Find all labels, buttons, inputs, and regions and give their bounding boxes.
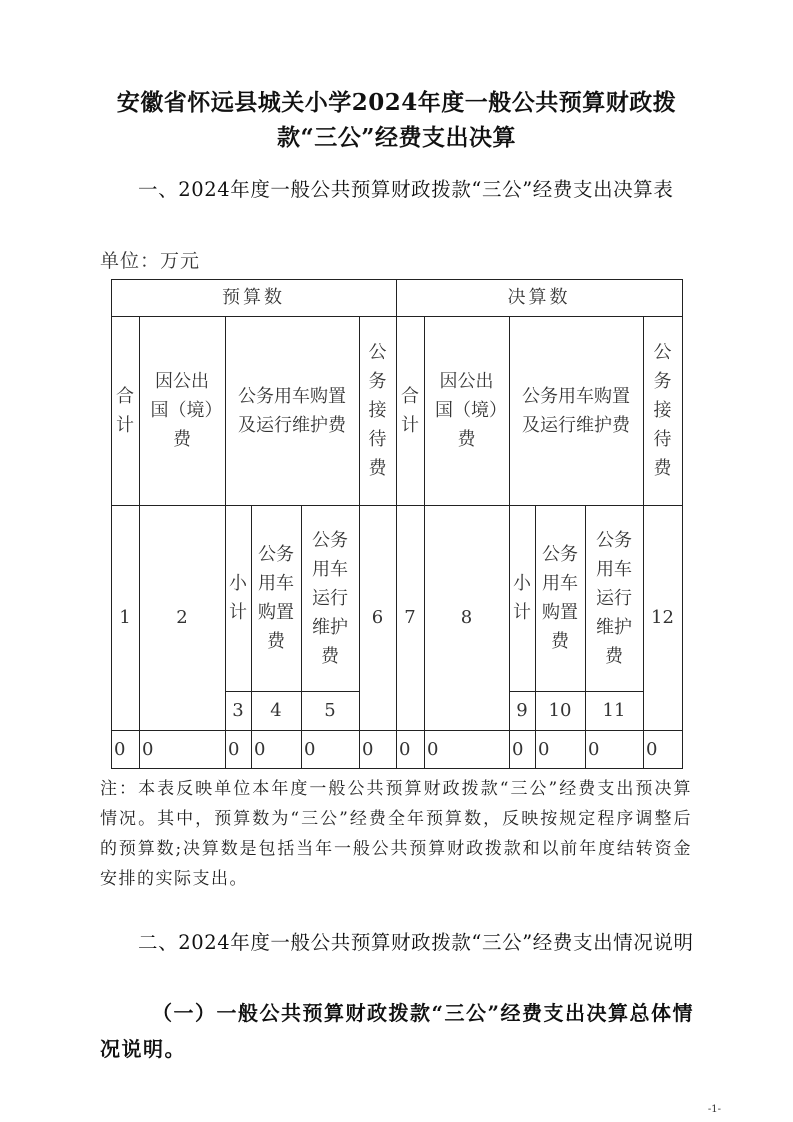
three-public-expenses-table <box>111 279 683 769</box>
budget-col-reception: 公务接待费 <box>368 342 387 479</box>
section1-heading: 一、2024年度一般公共预算财政拨款“三公”经费支出决算表 <box>138 178 674 201</box>
table-cell-value: 0 <box>228 738 240 760</box>
col-number: 9 <box>516 700 528 721</box>
budget-col-vehicle: 公务用车购置及运行维护费 <box>238 385 346 436</box>
budget-col-total: 合计 <box>116 385 134 436</box>
table-note: 注：本表反映单位本年度一般公共预算财政拨款“三公”经费支出预决算情况。其中，预算数为“三公”经费全年预算数，反映按规定程序调整后的预算数;决算数是包括当年一般公共预算财政拨款和以前年度结转资金安排的实际支出。 <box>100 779 692 889</box>
col-number: 4 <box>270 700 282 721</box>
col-number: 10 <box>548 700 572 721</box>
col-number: 12 <box>651 607 674 628</box>
table-cell-value: 0 <box>538 738 550 760</box>
final-col-reception: 公务接待费 <box>653 342 672 479</box>
budget-col-purchase: 公务用车购置费 <box>258 544 294 652</box>
table-cell-value: 0 <box>114 738 126 760</box>
table-cell-value: 0 <box>399 738 411 760</box>
budget-col-subtotal: 小计 <box>229 573 247 623</box>
table-cell-value: 0 <box>304 738 316 760</box>
final-col-purchase: 公务用车购置费 <box>542 544 578 652</box>
final-col-abroad: 因公出国（境）费 <box>435 371 498 450</box>
col-number: 7 <box>404 607 416 628</box>
document-title-line2: 款“三公”经费支出决算 <box>277 124 516 151</box>
table-cell-value: 0 <box>427 738 439 760</box>
table-cell-value: 0 <box>362 738 374 760</box>
table-cell-value: 0 <box>512 738 524 760</box>
table-cell-value: 0 <box>254 738 266 760</box>
col-number: 6 <box>371 607 384 628</box>
document-title-line1: 安徽省怀远县城关小学2024年度一般公共预算财政拨 <box>116 89 677 116</box>
col-number: 11 <box>602 700 626 721</box>
final-col-vehicle: 公务用车购置及运行维护费 <box>522 385 630 436</box>
budget-col-operation: 公务用车运行维护费 <box>312 529 348 667</box>
col-number: 3 <box>232 700 244 721</box>
subsection1-heading: （一）一般公共预算财政拨款“三公”经费支出决算总体情况说明。 <box>100 1001 695 1061</box>
budget-header: 预算数 <box>222 287 285 308</box>
col-number: 2 <box>176 607 188 628</box>
unit-label: 单位：万元 <box>100 250 201 272</box>
table-cell-value: 0 <box>646 738 658 760</box>
page-number: -1- <box>707 1104 721 1115</box>
final-col-total: 合计 <box>401 385 419 436</box>
col-number: 1 <box>119 607 131 628</box>
final-col-subtotal: 小计 <box>513 573 531 623</box>
col-number: 8 <box>460 607 473 628</box>
budget-col-abroad: 因公出国（境）费 <box>150 371 214 450</box>
table-cell-value: 0 <box>142 738 154 760</box>
final-header: 决算数 <box>507 287 571 308</box>
table-cell-value: 0 <box>588 738 600 760</box>
table-border-right <box>682 279 683 769</box>
table-border-bottom <box>111 768 683 769</box>
section2-heading: 二、2024年度一般公共预算财政拨款“三公”经费支出情况说明 <box>138 931 694 954</box>
col-number: 5 <box>324 700 336 721</box>
final-col-operation: 公务用车运行维护费 <box>596 529 632 667</box>
